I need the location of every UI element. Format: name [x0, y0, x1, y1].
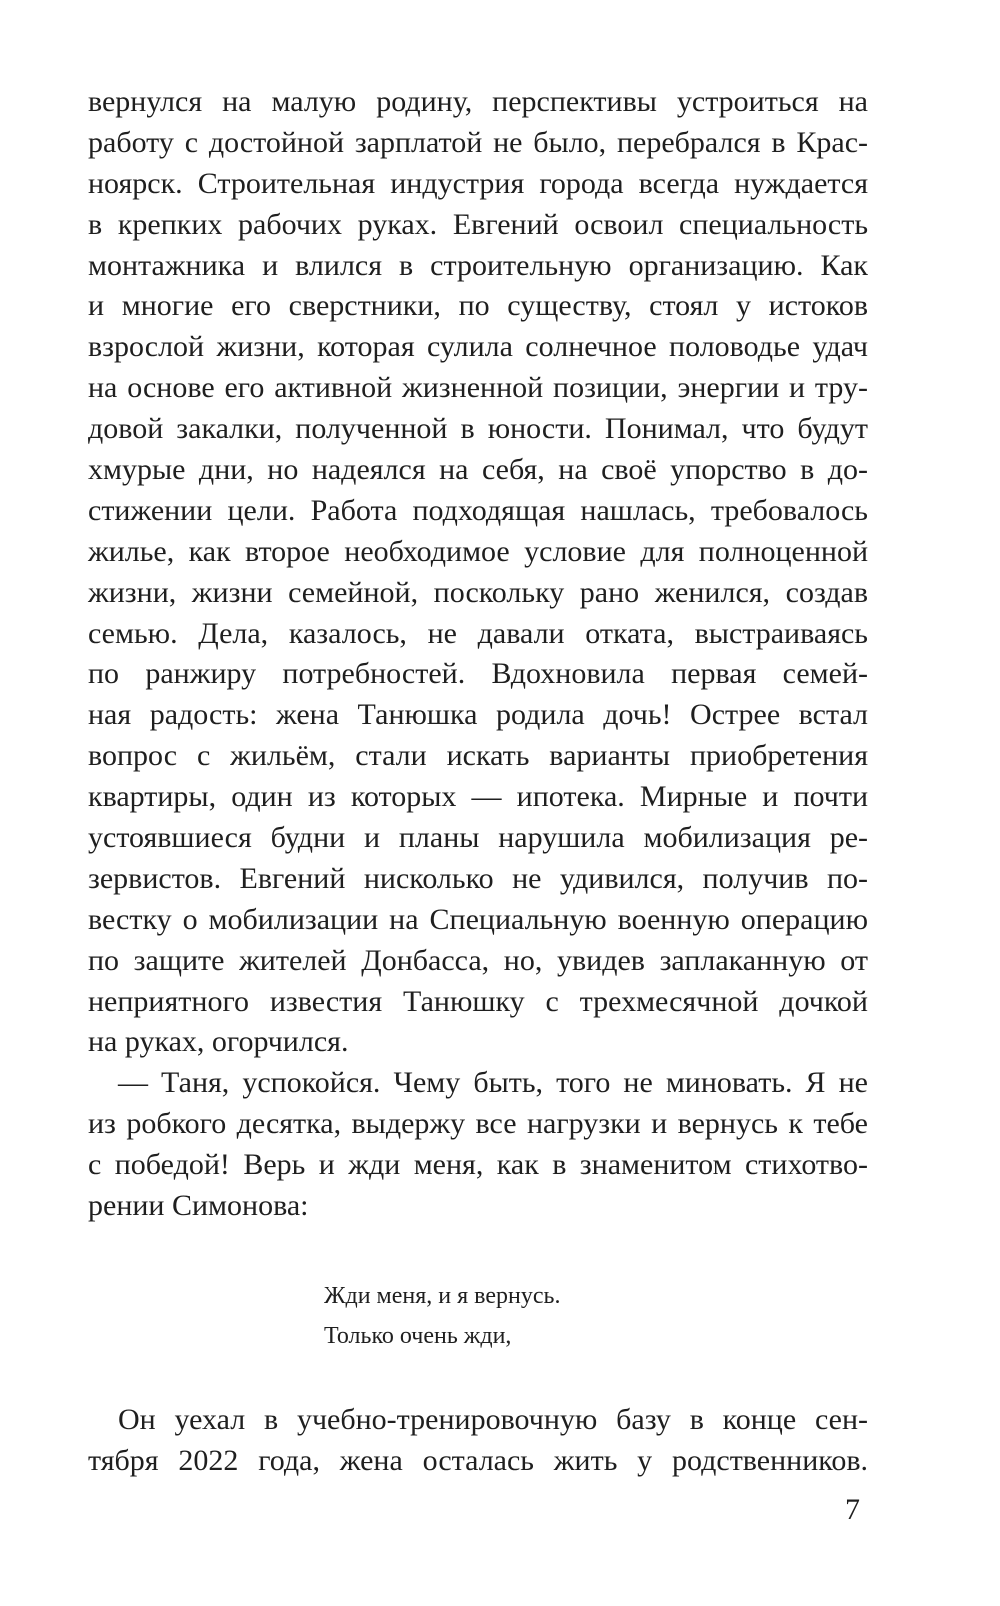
text-line: Он уехал в учебно-тренировочную базу в конце сен- — [118, 1403, 868, 1436]
text-line: монтажника и влился в строительную организацию. Как — [88, 248, 868, 282]
text-line: вопрос с жильём, стали искать варианты приобретения — [88, 739, 868, 773]
text-line: квартиры, один из которых — ипотека. Мирные и почти — [88, 780, 868, 814]
paragraph-1 — [88, 82, 868, 1063]
text-line: хмурые дни, но надеялся на себя, на своё упорство в до- — [88, 453, 868, 487]
dialogue-paragraph — [88, 1063, 868, 1227]
text-line: устоявшиеся будни и планы нарушила мобилизация ре- — [88, 821, 868, 855]
text-line: работу с достойной зарплатой не было, перебрался в Крас- — [88, 125, 868, 159]
text-line: стижении цели. Работа подходящая нашлась, требовалось — [88, 493, 868, 527]
text-line: зервистов. Евгений нисколько не удивился, получив по- — [88, 861, 868, 895]
main-text — [88, 82, 868, 1227]
text-line: рении Симонова: — [88, 1189, 309, 1223]
text-line: с победой! Верь и жди меня, как в знаменитом стихотво- — [88, 1148, 868, 1182]
text-line: по защите жителей Донбасса, но, увидев заплаканную от — [88, 943, 868, 977]
poem-line: Жди меня, и я вернусь. — [324, 1283, 561, 1309]
text-line: семью. Дела, казалось, не давали отката, выстраиваясь — [88, 616, 868, 650]
paragraph-2 — [88, 1400, 868, 1482]
text-line: ноярск. Строительная индустрия города всегда нуждается — [88, 166, 868, 200]
text-line: и многие его сверстники, по существу, стоял у истоков — [88, 289, 868, 323]
text-line: вернулся на малую родину, перспективы устроиться на — [88, 85, 868, 118]
text-line: из робкого десятка, выдержу все нагрузки и вернусь к тебе — [88, 1107, 868, 1141]
poem-line: Только очень жди, — [324, 1323, 512, 1349]
text-line: по ранжиру потребностей. Вдохновила первая семей- — [88, 657, 868, 691]
text-line: вестку о мобилизации на Специальную военную операцию — [88, 902, 868, 936]
text-line: тября 2022 года, жена осталась жить у родственников. — [88, 1443, 868, 1477]
text-line: в крепких рабочих руках. Евгений освоил специальность — [88, 207, 868, 241]
text-line: взрослой жизни, которая сулила солнечное половодье удач — [88, 330, 868, 364]
text-line: на основе его активной жизненной позиции, энергии и тру- — [88, 371, 868, 405]
page-number: 7 — [845, 1493, 860, 1526]
text-line: жилье, как второе необходимое условие для полноценной — [88, 534, 868, 568]
text-line: — Таня, успокойся. Чему быть, того не миновать. Я не — [118, 1066, 868, 1100]
text-line: неприятного известия Танюшку с трехмесячной дочкой — [88, 984, 868, 1018]
poem-quote — [324, 1276, 724, 1356]
text-line: довой закалки, полученной в юности. Понимал, что будут — [88, 412, 868, 446]
text-line: жизни, жизни семейной, поскольку рано женился, создав — [88, 575, 868, 609]
text-line: на руках, огорчился. — [88, 1025, 349, 1059]
text-line: ная радость: жена Танюшка родила дочь! Острее встал — [88, 698, 868, 732]
